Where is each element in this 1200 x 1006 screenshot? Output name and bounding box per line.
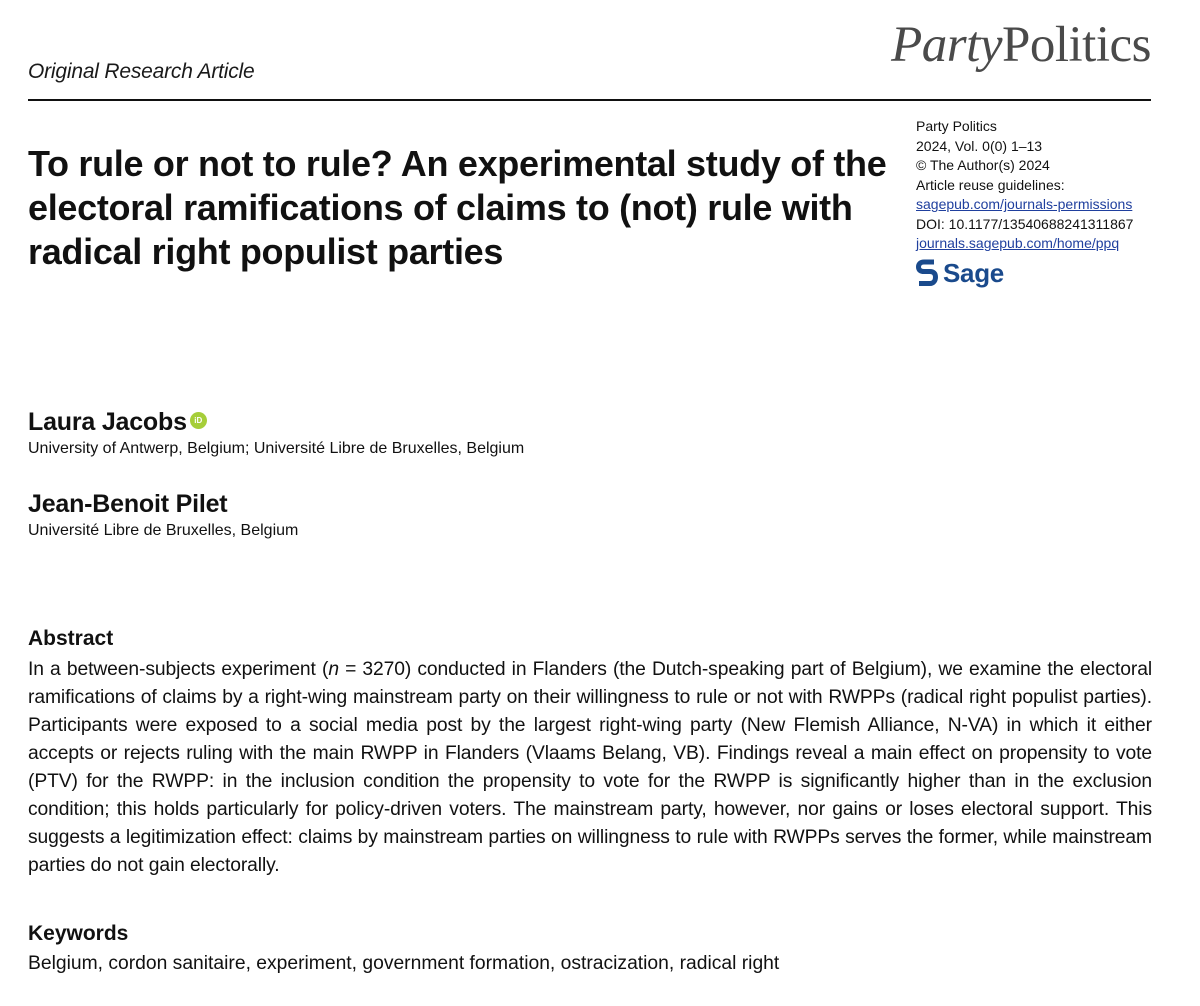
abstract-text-rest: = 3270) conducted in Flanders (the Dutch-speaking part of Belgium), we examine the electoral ramifications of claims by a right-wing mainstream party on their willingness to rule or not with RWPPs (radical right populist parties). Participants were exposed to a social media post by the largest right-wing party (New Flemish Alliance, N-VA) in which it either accepts or rejects ruling with the main RWPP in Flanders (Vlaams Belang, VB). Findings reveal a main effect on propensity to vote (PTV) for the RWPP: in the inclusion condition the propensity to vote for the RWPP is significantly higher than in the exclusion condition; this holds particularly for policy-driven voters. The mainstream party, however, nor gains or loses electoral support. This suggests a legitimization effect: claims by mainstream parties on willingness to rule with RWPPs serves the former, while mainstream parties do not gain electorally. [28, 659, 1153, 876]
keywords-heading: Keywords [28, 922, 129, 945]
journal-logo-part2: Politics [1001, 17, 1151, 73]
abstract-heading: Abstract [28, 627, 114, 650]
journal-home-link[interactable]: journals.sagepub.com/home/ppq [916, 235, 1120, 251]
sage-wordmark: Sage [943, 257, 1004, 288]
author-affiliation: University of Antwerp, Belgium; Université Libre de Bruxelles, Belgium [28, 440, 525, 457]
keywords-text: Belgium, cordon sanitaire, experiment, government formation, ostracization, radical right [28, 953, 780, 974]
sage-logo [916, 259, 1186, 287]
sage-s-icon [916, 259, 938, 287]
journal-logo-part1: Party [891, 17, 1002, 73]
meta-copyright: © The Author(s) 2024 [916, 157, 1050, 173]
author-block-2 [28, 490, 298, 540]
sample-size-symbol: n [328, 659, 339, 680]
journal-logo [891, 17, 1151, 73]
author-name: Laura Jacobs [28, 408, 187, 436]
reuse-guidelines-link[interactable]: sagepub.com/journals-permissions [916, 196, 1133, 212]
author-affiliation: Université Libre de Bruxelles, Belgium [28, 522, 299, 539]
article-metadata [916, 117, 1186, 287]
header-divider [28, 99, 1151, 101]
author-block-1 [28, 408, 524, 458]
abstract-text-start: In a between-subjects experiment ( [28, 659, 329, 680]
abstract-text [28, 656, 1152, 880]
meta-reuse-label: Article reuse guidelines: [916, 176, 1065, 193]
orcid-icon[interactable]: iD [190, 412, 207, 429]
article-title: To rule or not to rule? An experimental study of the electoral ramifications of claims to (not) rule with radical right populist parties [28, 143, 887, 272]
author-name: Jean-Benoit Pilet [28, 490, 228, 518]
meta-doi: DOI: 10.1177/13540688241311867 [916, 215, 1134, 232]
meta-journal: Party Politics [916, 118, 997, 134]
article-type-label: Original Research Article [28, 60, 255, 83]
meta-volume: 2024, Vol. 0(0) 1–13 [916, 137, 1043, 154]
